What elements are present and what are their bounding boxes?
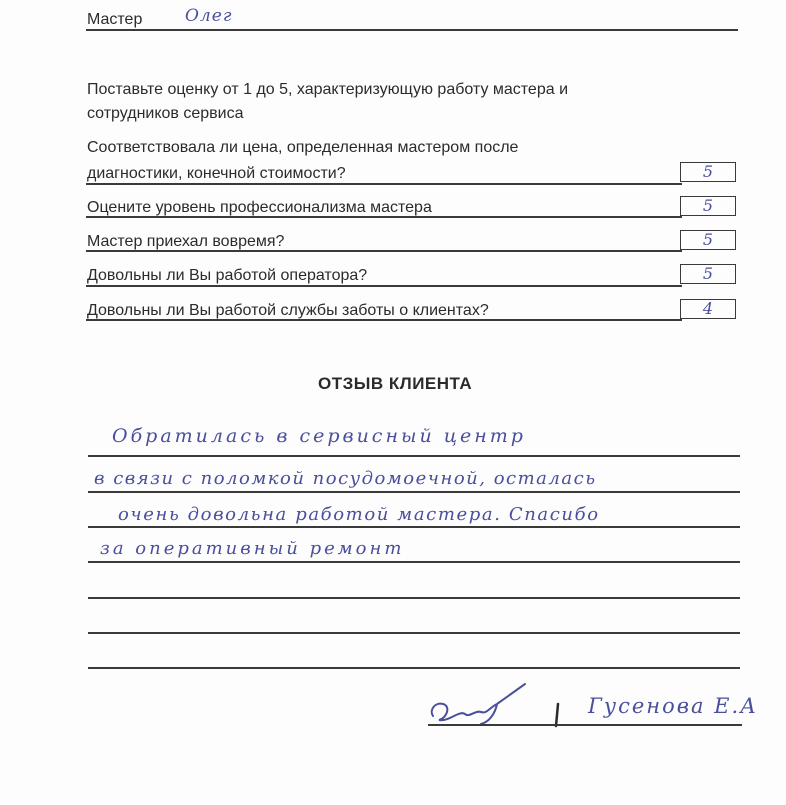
review-rule-6 [88, 632, 740, 634]
rating-intro-line1: Поставьте оценку от 1 до 5, характеризующую работу мастера и [87, 81, 569, 98]
signature-underline [428, 724, 742, 726]
question-2-score-box [680, 196, 736, 216]
review-rule-7 [88, 667, 740, 669]
question-5-underline [86, 319, 682, 321]
question-1-score: 5 [702, 162, 714, 181]
question-1-line2: диагностики, конечной стоимости? [87, 165, 346, 182]
master-name-handwritten: Олег [185, 6, 233, 26]
master-label: Мастер [87, 11, 143, 28]
question-4-underline [86, 285, 682, 287]
rating-intro-line2: сотрудников сервиса [87, 105, 244, 122]
question-4-score-box [680, 264, 736, 284]
review-rule-5 [88, 597, 740, 599]
signature-name-handwritten: Гусенова Е.А [588, 694, 759, 718]
question-5-text: Довольны ли Вы работой службы заботы о клиентах? [87, 302, 489, 319]
review-line-3: очень довольна работой мастера. Спасибо [118, 504, 600, 525]
review-line-4: за оперативный ремонт [100, 538, 405, 559]
review-heading: ОТЗЫВ КЛИЕНТА [318, 374, 473, 393]
signature-separator-mark [550, 700, 566, 730]
review-line-1: Обратилась в сервисный центр [112, 425, 526, 447]
question-3-underline [86, 250, 682, 252]
review-line-2: в связи с поломкой посудомоечной, осталась [94, 468, 597, 489]
question-3-score-box [680, 230, 736, 250]
question-3-score: 5 [702, 230, 714, 249]
question-2-underline [86, 216, 682, 218]
question-4-score: 5 [702, 264, 714, 283]
question-3-text: Мастер приехал вовремя? [87, 233, 285, 250]
question-2-score: 5 [702, 196, 714, 215]
review-rule-4 [88, 561, 740, 563]
question-2-text: Оцените уровень профессионализма мастера [87, 199, 432, 216]
review-rule-1 [88, 455, 740, 457]
question-1-underline [86, 183, 682, 185]
question-4-text: Довольны ли Вы работой оператора? [87, 267, 368, 284]
question-5-score: 4 [702, 299, 714, 318]
question-5-score-box [680, 299, 736, 319]
review-rule-3 [88, 526, 740, 528]
review-rule-2 [88, 491, 740, 493]
signature-scribble [425, 680, 535, 730]
question-1-line1: Соответствовала ли цена, определенная мастером после [87, 139, 519, 156]
question-1-score-box [680, 162, 736, 182]
master-underline [86, 29, 738, 31]
